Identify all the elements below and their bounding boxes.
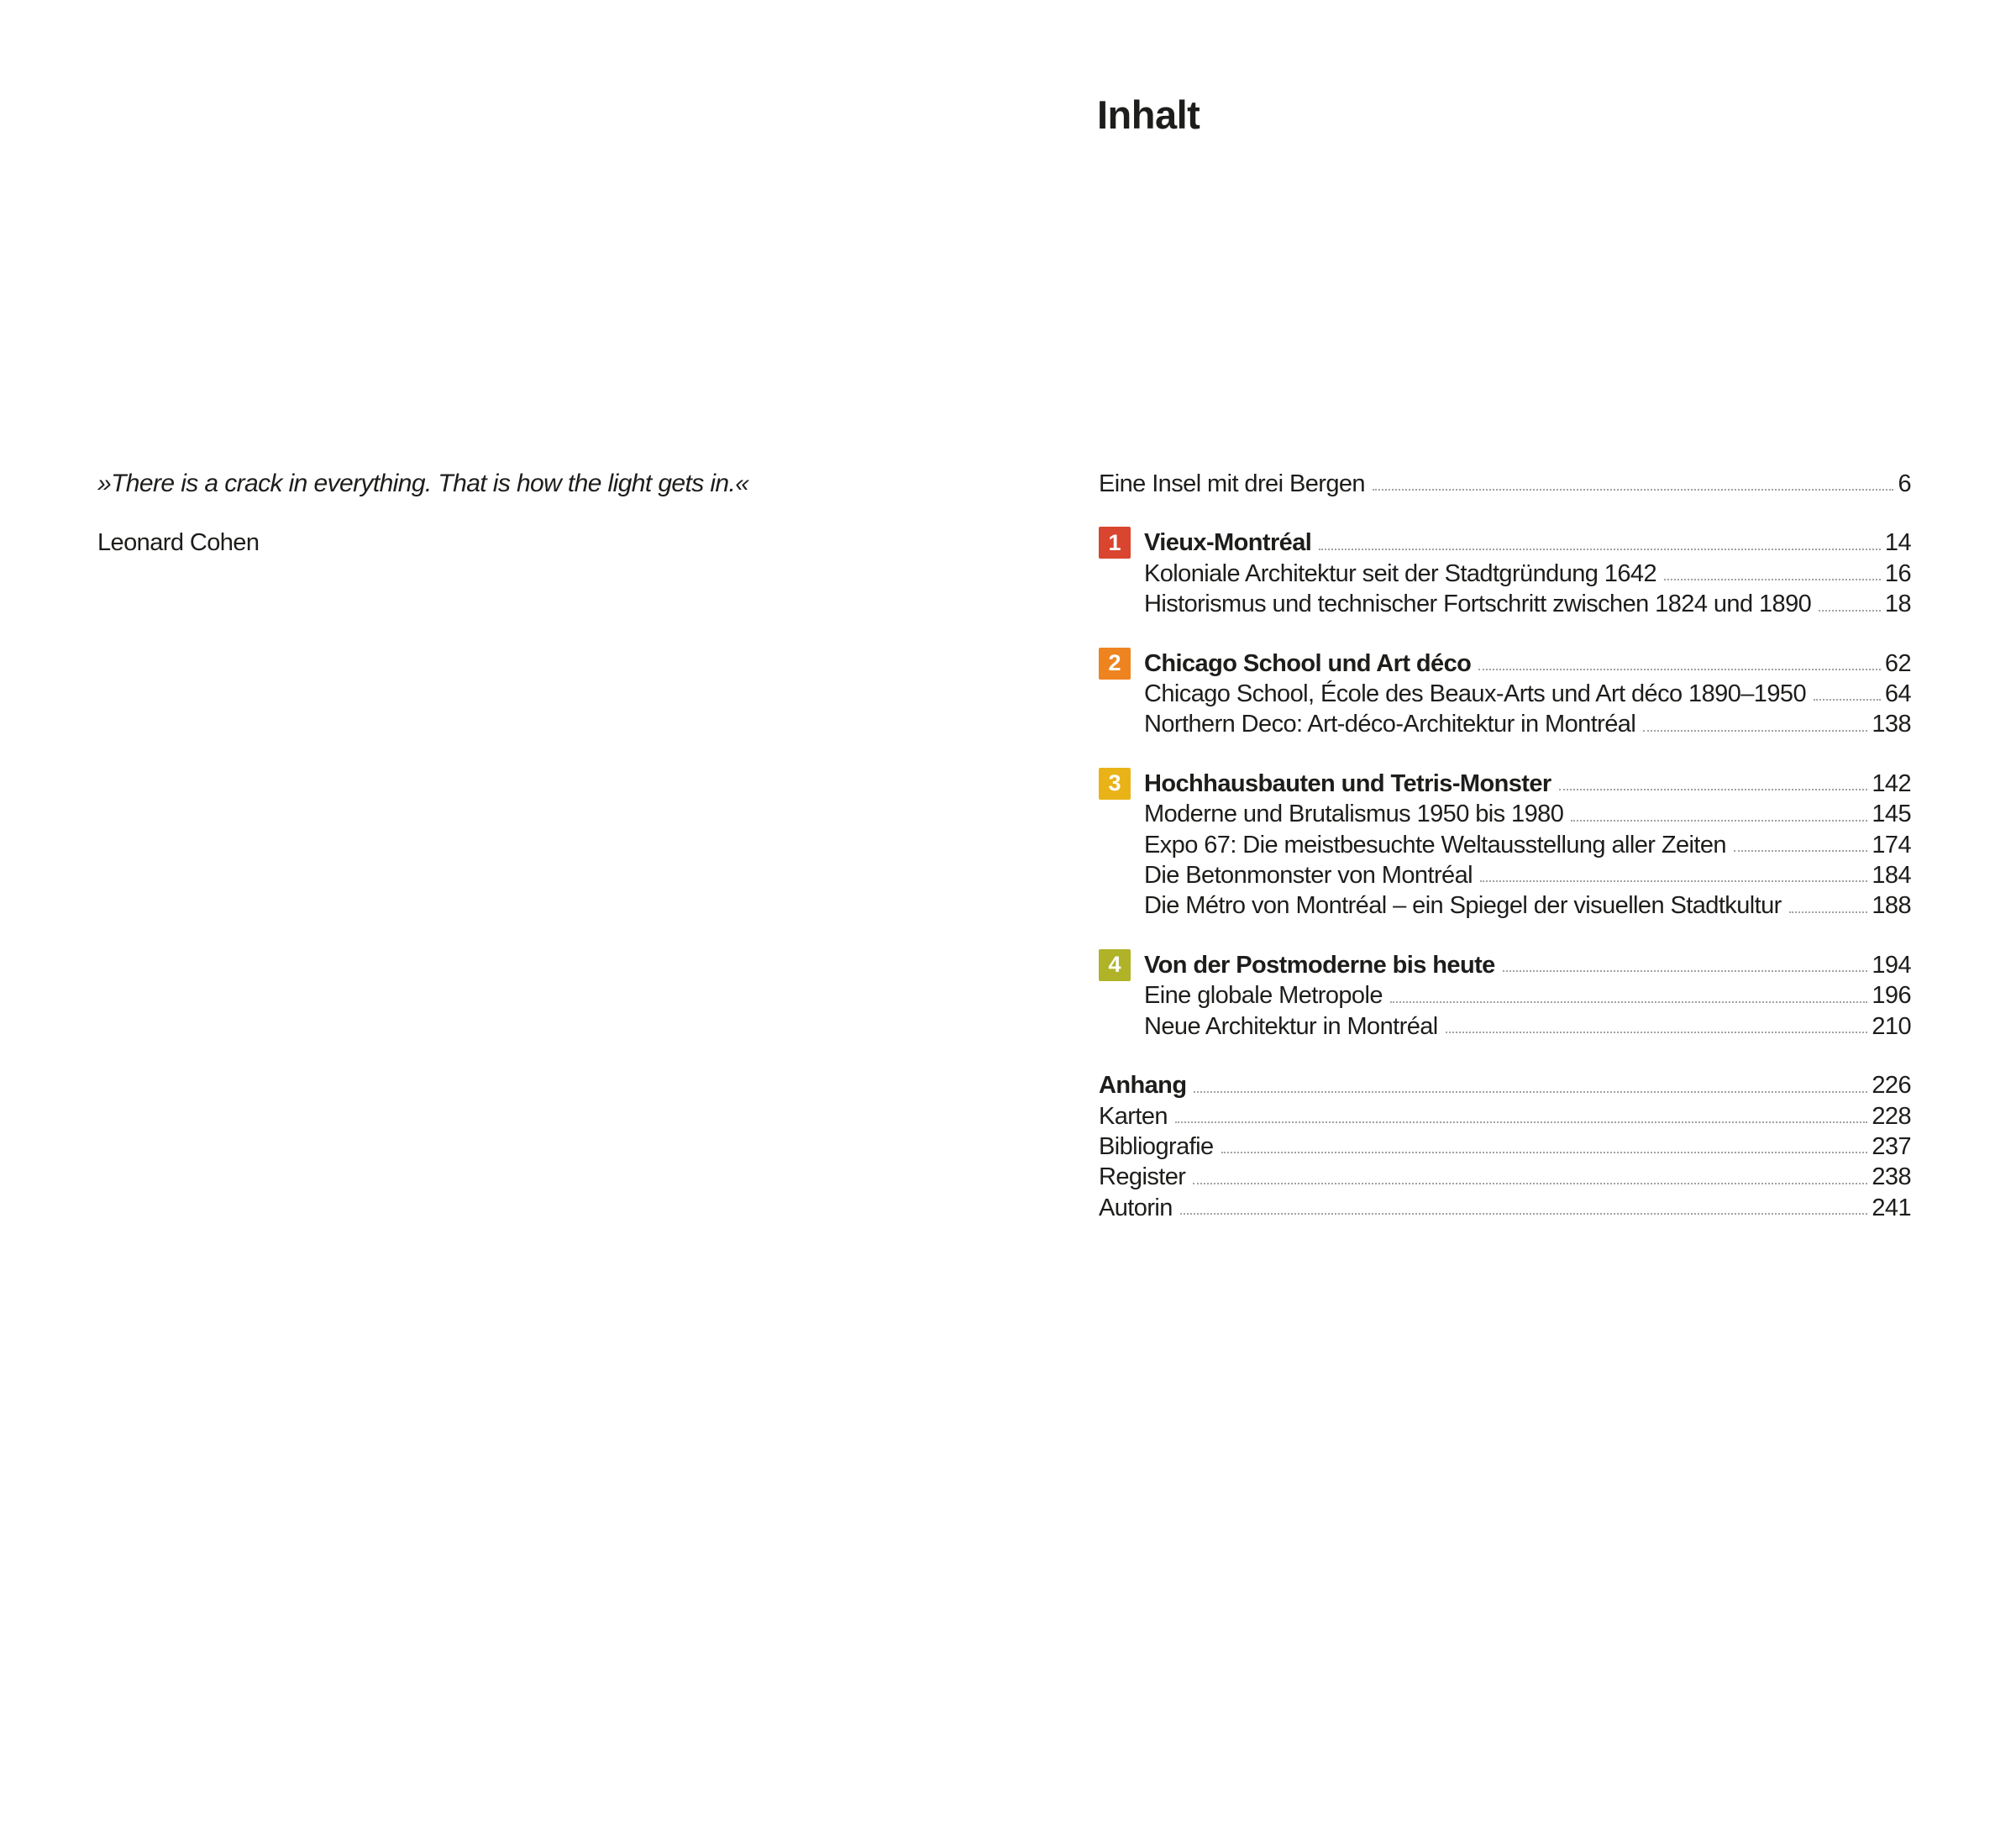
toc-entry bbox=[1099, 1011, 1911, 1042]
toc-entry-page: 226 bbox=[1872, 1072, 1911, 1100]
chapter-title: Von der Postmoderne bis heute bbox=[1144, 951, 1495, 979]
toc-entry-page: 18 bbox=[1884, 591, 1911, 618]
dotted-leader bbox=[1373, 489, 1893, 491]
dotted-leader bbox=[1819, 610, 1881, 612]
page-title: Inhalt bbox=[1097, 92, 1200, 138]
dotted-leader bbox=[1789, 911, 1868, 913]
chapter-page: 62 bbox=[1884, 649, 1911, 677]
toc-entry-page: 184 bbox=[1872, 862, 1911, 890]
toc-entry-karten bbox=[1099, 1101, 1911, 1132]
dotted-leader bbox=[1503, 970, 1868, 972]
dotted-leader bbox=[1175, 1121, 1867, 1123]
epigraph-author: Leonard Cohen bbox=[97, 529, 260, 556]
dotted-leader bbox=[1814, 699, 1881, 701]
toc-entry-page: 196 bbox=[1872, 982, 1911, 1010]
chapter-title: Hochhausbauten und Tetris-Monster bbox=[1144, 769, 1551, 797]
toc-entry-label: Koloniale Architektur seit der Stadtgründung 1642 bbox=[1144, 559, 1657, 587]
toc-entry-label: Historismus und technischer Fortschritt zwischen 1824 und 1890 bbox=[1144, 591, 1812, 618]
toc-entry-label: Neue Architektur in Montréal bbox=[1144, 1012, 1438, 1040]
chapter-page: 194 bbox=[1872, 951, 1911, 979]
toc-entry-label: Expo 67: Die meistbesuchte Weltausstellung aller Zeiten bbox=[1144, 831, 1726, 858]
toc-entry-page: 145 bbox=[1872, 801, 1911, 828]
toc-entry bbox=[1099, 830, 1911, 860]
dotted-leader bbox=[1319, 549, 1881, 550]
chapter-group-2 bbox=[1099, 648, 1911, 740]
chapter-page: 142 bbox=[1872, 769, 1911, 797]
chapter-heading bbox=[1099, 769, 1911, 799]
toc-entry-label: Die Métro von Montréal – ein Spiegel der visuellen Stadtkultur bbox=[1144, 892, 1782, 920]
toc-entry bbox=[1099, 589, 1911, 619]
dotted-leader bbox=[1571, 820, 1867, 822]
chapter-group-1 bbox=[1099, 528, 1911, 619]
dotted-leader bbox=[1734, 850, 1867, 852]
chapter-number-badge: 3 bbox=[1099, 768, 1131, 800]
toc-entry bbox=[1099, 890, 1911, 921]
chapter-group-3 bbox=[1099, 769, 1911, 922]
dotted-leader bbox=[1193, 1183, 1867, 1184]
toc-entry-page: 64 bbox=[1884, 680, 1911, 708]
toc-entry-page: 238 bbox=[1872, 1163, 1911, 1191]
table-of-contents bbox=[1099, 469, 1911, 1223]
chapter-number-badge: 1 bbox=[1099, 527, 1131, 559]
chapter-title: Vieux-Montréal bbox=[1144, 529, 1312, 557]
toc-entry-label: Northern Deco: Art-déco-Architektur in Montréal bbox=[1144, 711, 1636, 738]
toc-entry bbox=[1099, 709, 1911, 739]
chapter-heading bbox=[1099, 950, 1911, 980]
toc-entry-page: 188 bbox=[1872, 892, 1911, 920]
chapter-heading bbox=[1099, 648, 1911, 679]
toc-entry-page: 228 bbox=[1872, 1102, 1911, 1130]
toc-entry-label: Chicago School, École des Beaux-Arts und Art déco 1890–1950 bbox=[1144, 680, 1806, 708]
toc-entry-label: Autorin bbox=[1099, 1194, 1173, 1221]
chapter-page: 14 bbox=[1884, 529, 1911, 557]
toc-entry-page: 6 bbox=[1898, 470, 1911, 497]
dotted-leader bbox=[1390, 1001, 1867, 1003]
chapter-number-badge: 2 bbox=[1099, 648, 1131, 680]
toc-entry bbox=[1099, 679, 1911, 709]
dotted-leader bbox=[1180, 1213, 1868, 1215]
toc-entry bbox=[1099, 559, 1911, 589]
dotted-leader bbox=[1221, 1152, 1868, 1153]
toc-entry-page: 138 bbox=[1872, 711, 1911, 738]
toc-entry-page: 237 bbox=[1872, 1132, 1911, 1160]
dotted-leader bbox=[1559, 789, 1868, 790]
toc-entry-label: Anhang bbox=[1099, 1072, 1187, 1100]
toc-entry-page: 174 bbox=[1872, 831, 1911, 858]
toc-entry-anhang bbox=[1099, 1070, 1911, 1100]
toc-entry bbox=[1099, 980, 1911, 1011]
chapter-group-4 bbox=[1099, 950, 1911, 1042]
toc-entry-register bbox=[1099, 1162, 1911, 1192]
toc-entry-bibliografie bbox=[1099, 1132, 1911, 1162]
dotted-leader bbox=[1194, 1091, 1867, 1093]
toc-entry-label: Eine globale Metropole bbox=[1144, 982, 1383, 1010]
appendix-group bbox=[1099, 1070, 1911, 1223]
toc-entry bbox=[1099, 860, 1911, 890]
dotted-leader bbox=[1480, 880, 1867, 882]
toc-entry-label: Bibliografie bbox=[1099, 1132, 1214, 1160]
toc-entry-label: Eine Insel mit drei Bergen bbox=[1099, 470, 1365, 497]
toc-entry-page: 241 bbox=[1872, 1194, 1911, 1221]
dotted-leader bbox=[1664, 579, 1881, 580]
toc-entry bbox=[1099, 799, 1911, 829]
toc-entry-label: Karten bbox=[1099, 1102, 1168, 1130]
dotted-leader bbox=[1446, 1032, 1868, 1033]
toc-entry-autorin bbox=[1099, 1193, 1911, 1223]
toc-entry-label: Register bbox=[1099, 1163, 1186, 1191]
toc-entry-label: Moderne und Brutalismus 1950 bis 1980 bbox=[1144, 801, 1564, 828]
toc-entry-page: 210 bbox=[1872, 1012, 1911, 1040]
epigraph-quote: »There is a crack in everything. That is how the light gets in.« bbox=[97, 470, 749, 497]
dotted-leader bbox=[1478, 669, 1881, 670]
toc-entry-page: 16 bbox=[1884, 559, 1911, 587]
dotted-leader bbox=[1643, 730, 1867, 732]
toc-entry-intro bbox=[1099, 469, 1911, 499]
chapter-title: Chicago School und Art déco bbox=[1144, 649, 1472, 677]
chapter-heading bbox=[1099, 528, 1911, 558]
chapter-number-badge: 4 bbox=[1099, 949, 1131, 981]
toc-entry-label: Die Betonmonster von Montréal bbox=[1144, 862, 1473, 890]
